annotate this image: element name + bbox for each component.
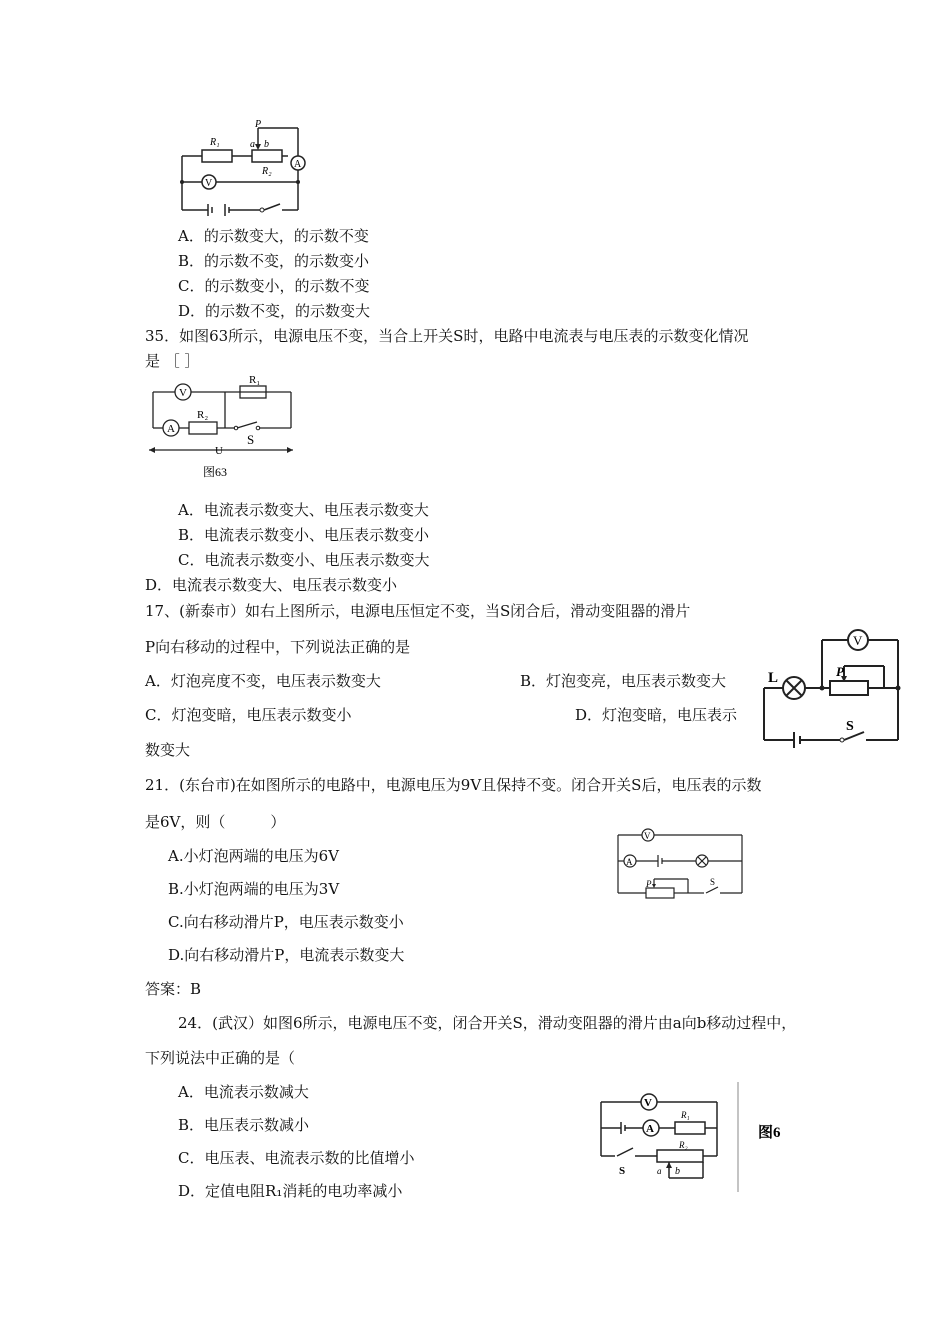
q35-option-d: D．电流表示数变大、电压表示数变小 <box>145 576 398 594</box>
q17-option-c: C．灯泡变暗，电压表示数变小 <box>145 706 352 724</box>
circuit-figure-6 <box>595 1082 805 1192</box>
q21-stem-line2: 是6V，则（ ） <box>145 813 286 831</box>
q35-option-b: B．电流表示数变小、电压表示数变小 <box>178 526 430 544</box>
q21-option-c: C.向右移动滑片P，电压表示数变小 <box>168 913 404 931</box>
q17-option-b: B．灯泡变亮，电压表示数变大 <box>520 672 727 690</box>
fig63-caption: 图63 <box>203 465 228 479</box>
fig-top-b-label: b <box>264 139 269 150</box>
q24-option-a: A．电流表示数减大 <box>178 1083 309 1101</box>
q17-option-d-continued: 数变大 <box>145 741 191 759</box>
q17-stem-line2: P向右移动的过程中，下列说法正确的是 <box>145 638 411 656</box>
fig6-r1-label: R₁ <box>681 1110 690 1120</box>
fig63-s-label: S <box>247 432 255 447</box>
q24-option-b: B．电压表示数减小 <box>178 1116 310 1134</box>
q24-option-c: C．电压表、电流表示数的比值增小 <box>178 1149 415 1167</box>
q17-option-a: A．灯泡亮度不变，电压表示数变大 <box>145 672 381 690</box>
q-top-option-b: B．的示数不变，的示数变小 <box>178 252 370 270</box>
q-top-option-a: A．的示数变大，的示数不变 <box>178 227 369 245</box>
fig63-u-label: U <box>215 445 223 457</box>
fig-q17-p-label: P <box>836 664 844 679</box>
fig6-ammeter-label: A <box>646 1123 654 1135</box>
circuit-figure-63 <box>145 372 305 482</box>
fig6-caption: 图6 <box>758 1125 781 1141</box>
circuit-figure-top <box>170 118 310 220</box>
q35-option-a: A．电流表示数变大、电压表示数变大 <box>178 501 429 519</box>
fig-q21-ammeter-label: A <box>626 857 633 867</box>
fig6-a-label: a <box>657 1166 662 1176</box>
fig-q21-voltmeter-label: V <box>644 831 651 841</box>
q-top-option-d: D．的示数不变，的示数变大 <box>178 302 371 320</box>
fig-q21-p-label: P <box>646 879 652 889</box>
q17-option-d: D．灯泡变暗，电压表示 <box>575 706 738 724</box>
fig-top-r1-label: R₁ <box>210 137 220 148</box>
fig6-s-label: S <box>619 1165 626 1177</box>
q21-option-a: A.小灯泡两端的电压为6V <box>168 847 339 865</box>
fig-top-r2-label: R₂ <box>262 166 272 177</box>
fig-q17-s-label: S <box>846 719 854 734</box>
fig63-r2-label: R₂ <box>197 409 209 421</box>
fig63-ammeter-label: A <box>167 423 175 435</box>
q-top-option-c: C．的示数变小，的示数不变 <box>178 277 370 295</box>
fig63-voltmeter-label: V <box>179 387 187 399</box>
q21-answer: 答案：B <box>145 980 202 998</box>
q21-option-b: B.小灯泡两端的电压为3V <box>168 880 340 898</box>
q35-stem-line2: 是 ［ ］ <box>145 352 200 370</box>
q24-stem-line1: 24．(武汉）如图6所示，电源电压不变，闭合开关S，滑动变阻器的滑片由a向b移动过程中， <box>178 1014 797 1032</box>
q17-stem-line1: 17、(新泰市）如右上图所示，电源电压恒定不变，当S闭合后，滑动变阻器的滑片 <box>145 602 691 620</box>
fig63-r1-label: R₁ <box>249 374 261 386</box>
fig-q17-voltmeter-label: V <box>853 633 863 648</box>
fig-top-a-label: a <box>250 139 255 150</box>
circuit-figure-q21 <box>612 825 748 901</box>
circuit-figure-q17 <box>760 618 910 748</box>
fig-top-p-label: P <box>255 119 262 130</box>
q24-stem-line2: 下列说法中正确的是（ <box>145 1049 296 1067</box>
q21-stem-line1: 21．(东台市)在如图所示的电路中，电源电压为9V且保持不变。闭合开关S后，电压表的示数 <box>145 776 762 794</box>
fig-top-ammeter-label: A <box>294 159 302 170</box>
q35-stem-line1: 35．如图63所示，电源电压不变，当合上开关S时，电路中电流表与电压表的示数变化情况 <box>145 327 749 345</box>
fig-q17-l-label: L <box>768 670 779 686</box>
fig6-r2-label: R₂ <box>679 1140 688 1150</box>
fig6-voltmeter-label: V <box>644 1097 652 1109</box>
fig-q21-s-label: S <box>710 877 716 887</box>
q24-option-d: D．定值电阻R₁消耗的电功率减小 <box>178 1182 403 1200</box>
q35-option-c: C．电流表示数变小、电压表示数变大 <box>178 551 430 569</box>
q21-option-d: D.向右移动滑片P，电流表示数变大 <box>168 946 405 964</box>
fig-top-voltmeter-label: V <box>205 178 213 189</box>
fig6-b-label: b <box>675 1166 680 1177</box>
